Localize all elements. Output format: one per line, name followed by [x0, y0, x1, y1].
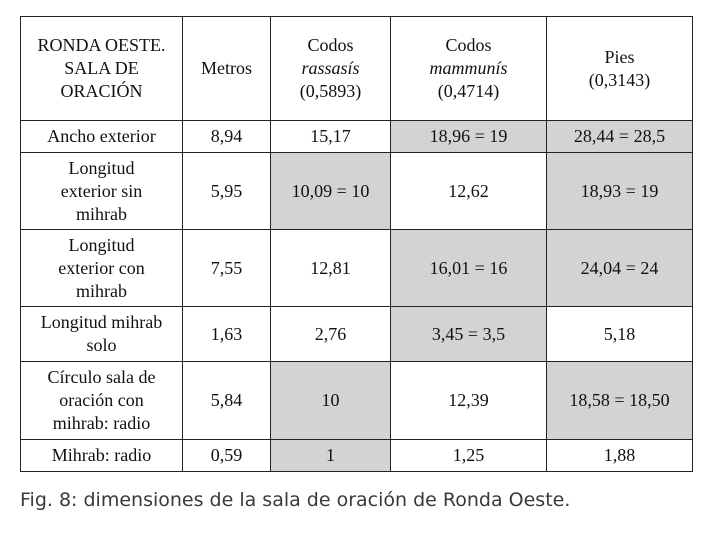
value-cell: 10	[271, 362, 391, 440]
column-header-line: Codos	[445, 35, 492, 55]
column-header-line: (0,3143)	[588, 69, 651, 90]
figure-caption: Fig. 8: dimensiones de la sala de oración de Ronda Oeste.	[20, 489, 571, 511]
value-cell: 1	[271, 440, 391, 472]
row-label-line: oración con	[59, 390, 144, 410]
value-cell: 12,62	[391, 153, 547, 230]
table-row	[21, 230, 693, 307]
column-header-codos-mammunis	[391, 17, 547, 121]
table-row	[21, 307, 693, 362]
corner-header-line: ORACIÓN	[60, 81, 143, 101]
row-label-line: mihrab	[76, 203, 127, 224]
row-label-line: Ancho exterior	[47, 126, 156, 146]
table-row	[21, 362, 693, 440]
value-cell: 18,96 = 19	[391, 121, 547, 153]
row-label-line: Mihrab: radio	[51, 445, 152, 465]
row-label-line: Longitud mihrab	[40, 312, 163, 332]
row-label-line: exterior sin	[60, 180, 143, 201]
row-label-line: Longitud	[68, 157, 135, 178]
value-cell: 1,63	[183, 307, 271, 362]
column-header-line: (0,5893)	[299, 81, 362, 101]
value-cell: 16,01 = 16	[391, 230, 547, 307]
row-label	[21, 230, 183, 307]
column-header-line: Metros	[201, 58, 252, 78]
value-cell: 5,95	[183, 153, 271, 230]
value-cell: 15,17	[271, 121, 391, 153]
value-cell: 18,58 = 18,50	[547, 362, 693, 440]
column-header-line: (0,4714)	[437, 81, 500, 101]
column-header-line: mammunís	[429, 58, 508, 78]
value-cell: 10,09 = 10	[271, 153, 391, 230]
value-cell: 28,44 = 28,5	[547, 121, 693, 153]
row-label	[21, 153, 183, 230]
column-header-codos-rassasis	[271, 17, 391, 121]
table-row	[21, 440, 693, 472]
row-label-line: mihrab	[76, 280, 127, 301]
row-label	[21, 362, 183, 440]
value-cell: 12,39	[391, 362, 547, 440]
corner-header-cell	[21, 17, 183, 121]
value-cell: 0,59	[183, 440, 271, 472]
column-header-line: rassasís	[301, 58, 360, 78]
table-row	[21, 121, 693, 153]
row-label-line: Círculo sala de	[47, 367, 156, 387]
column-header-pies	[547, 17, 693, 121]
value-cell: 18,93 = 19	[547, 153, 693, 230]
row-label-line: mihrab: radio	[52, 413, 151, 433]
row-label-line: exterior con	[58, 257, 145, 278]
row-label	[21, 121, 183, 153]
value-cell: 8,94	[183, 121, 271, 153]
dimensions-table	[20, 16, 693, 472]
value-cell: 5,18	[547, 307, 693, 362]
row-label	[21, 440, 183, 472]
value-cell: 1,25	[391, 440, 547, 472]
value-cell: 5,84	[183, 362, 271, 440]
header-row	[21, 17, 693, 121]
column-header-line: Codos	[307, 35, 354, 55]
column-header-metros	[183, 17, 271, 121]
corner-header-line: SALA DE	[64, 58, 139, 78]
row-label-line: solo	[86, 335, 117, 355]
row-label-line: Longitud	[68, 234, 135, 255]
table-row	[21, 153, 693, 230]
column-header-line: Pies	[604, 46, 635, 67]
value-cell: 1,88	[547, 440, 693, 472]
value-cell: 3,45 = 3,5	[391, 307, 547, 362]
value-cell: 2,76	[271, 307, 391, 362]
value-cell: 12,81	[271, 230, 391, 307]
corner-header-line: RONDA OESTE.	[37, 35, 166, 55]
value-cell: 24,04 = 24	[547, 230, 693, 307]
row-label	[21, 307, 183, 362]
value-cell: 7,55	[183, 230, 271, 307]
